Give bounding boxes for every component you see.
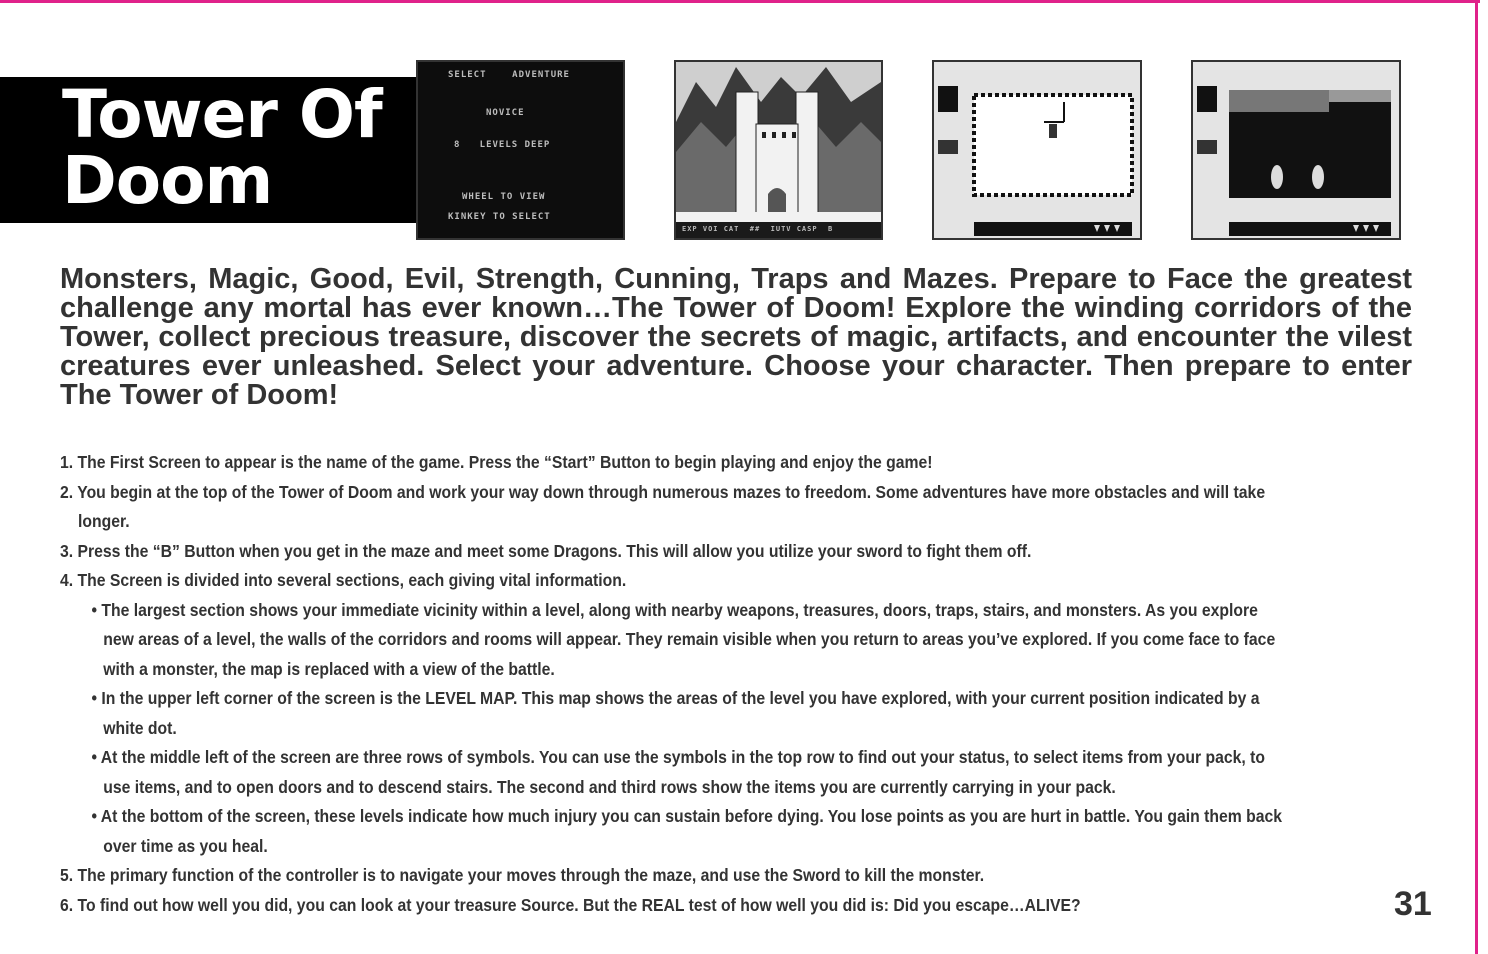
instruction-4-bullet-1: • The largest section shows your immediate vicinity within a level, along with nearby weapons, treasures, doors, traps, stairs, and monsters. As you explore new areas of a level, the walls of the corridors and rooms will appear. They remain visible when you return to areas you’ve explored. If you come face to face with a monster, the map is replaced with a view of the battle. [91,599,1276,679]
page-border-top [0,0,1480,3]
instruction-4-bullet-4: • At the bottom of the screen, these levels indicate how much injury you can sustain before dying. You lose points as you are hurt in battle. You gain them back over time as you heal. [91,806,1282,856]
game-screenshot-menu [416,60,625,240]
title-line-2: Doom [62,142,273,219]
game-screenshot-maze [932,60,1142,240]
page-number: 31 [1394,885,1432,923]
menu-line-select: SELECT ADVENTURE [448,70,570,80]
instruction-4-bullet-2: • In the upper left corner of the screen is the LEVEL MAP. This map shows the areas of the level you have explored, with your current position indicated by a white dot. [91,688,1260,738]
instruction-2: 2. You begin at the top of the Tower of Doom and work your way down through numerous mazes to freedom. Some adventures have more obstacles and will take longer. [60,481,1266,531]
castle-scene [676,62,881,238]
menu-line-select-key: KINKEY TO SELECT [448,212,551,222]
instruction-4-bullet-3: • At the middle left of the screen are three rows of symbols. You can use the symbols in the top row to find out your status, to select items from your pack, to use items, and to open doors and to descend stairs. The second and third rows show the items you are currently carrying in your pack. [91,747,1266,797]
instruction-4: 4. The Screen is divided into several sections, each giving vital information. [60,570,627,590]
instruction-1: 1. The First Screen to appear is the name of the game. Press the “Start” Button to begin playing and enjoy the game! [60,452,933,472]
menu-line-wheel: WHEEL TO VIEW [462,192,546,202]
page-title [62,76,412,219]
game-screenshot-battle [1191,60,1401,240]
menu-line-novice: NOVICE [486,108,525,118]
instructions-list [60,448,1284,920]
title-line-1: Tower Of [62,76,382,153]
battle-scene [1193,62,1399,238]
intro-paragraph: Monsters, Magic, Good, Evil, Strength, Cunning, Traps and Mazes. Prepare to Face the greatest challenge any mortal has ever known…The Tower of Doom! Explore the winding corridors of the Tower, collect precious treasure, discover the secrets of magic, artifacts, and encounter the vilest creatures ever unleashed. Select your adventure. Choose your character. Then prepare to enter The Tower of Doom! [60,263,1412,411]
page-border-right [1475,0,1478,954]
instruction-5: 5. The primary function of the controller is to navigate your moves through the maze, and use the Sword to kill the monster. [60,865,985,885]
maze-scene [934,62,1140,238]
game-screenshot-castle [674,60,883,240]
instruction-6: 6. To find out how well you did, you can look at your treasure Source. But the REAL test of how well you did is: Did you escape…ALIVE? [60,894,1081,915]
menu-line-levels: 8 LEVELS DEEP [454,140,551,150]
castle-status-bar: EXP VOI CAT ## IUTV CASP B [682,225,834,233]
instruction-3: 3. Press the “B” Button when you get in the maze and meet some Dragons. This will allow you utilize your sword to fight them off. [60,540,1032,561]
